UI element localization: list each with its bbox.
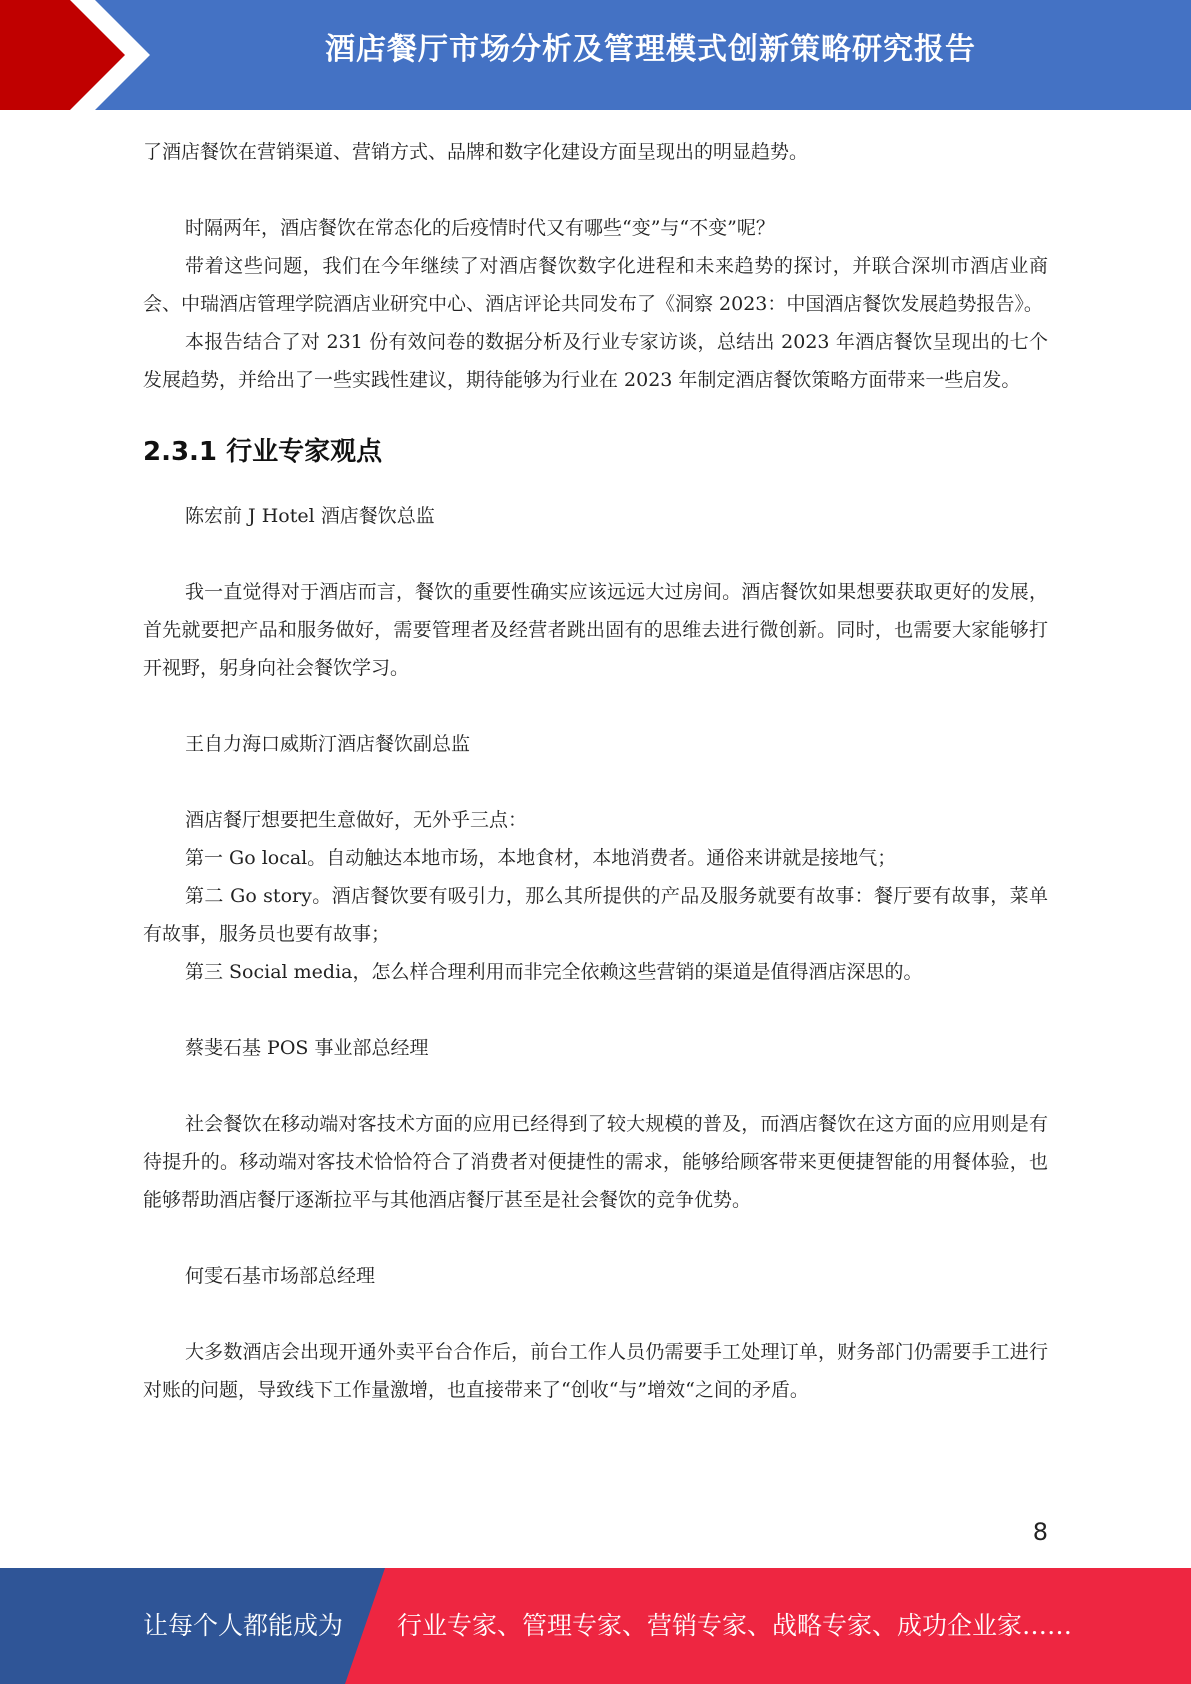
paragraph: 带着这些问题，我们在今年继续了对酒店餐饮数字化进程和未来趋势的探讨，并联合深圳市酒店业商会、中瑞酒店管理学院酒店业研究中心、酒店评论共同发布了《洞察 2023：中国酒店餐饮发展趋势报告》。 bbox=[143, 255, 1048, 315]
expert-quote: 酒店餐厅想要把生意做好，无外乎三点： bbox=[185, 809, 528, 831]
spacer bbox=[143, 171, 1048, 209]
spacer bbox=[143, 1067, 1048, 1105]
paragraph: 时隔两年，酒店餐饮在常态化的后疫情时代又有哪些“变”与“不变”呢？ bbox=[185, 217, 775, 239]
footer-slogan-left: 让每个人都能成为 bbox=[143, 1611, 344, 1640]
expert-quote-point: 第一 Go local。自动触达本地市场，本地食材，本地消费者。通俗来讲就是接地气； bbox=[185, 847, 897, 869]
expert-quote: 大多数酒店会出现开通外卖平台合作后，前台工作人员仍需要手工处理订单，财务部门仍需要手工进行对账的问题，导致线下工作量激增，也直接带来了“创收“与”增效“之间的矛盾。 bbox=[143, 1341, 1048, 1401]
spacer bbox=[143, 991, 1048, 1029]
header-chevron-decoration bbox=[0, 0, 160, 110]
spacer bbox=[143, 1295, 1048, 1333]
expert-name: 何雯石基市场部总经理 bbox=[185, 1265, 376, 1287]
page-number: 8 bbox=[1032, 1518, 1048, 1546]
spacer bbox=[143, 535, 1048, 573]
footer-slogan-right: 行业专家、管理专家、营销专家、战略专家、成功企业家…… bbox=[397, 1611, 1073, 1640]
paragraph: 了酒店餐饮在营销渠道、营销方式、品牌和数字化建设方面呈现出的明显趋势。 bbox=[143, 141, 809, 163]
footer-banner bbox=[0, 1568, 1191, 1684]
document-title: 酒店餐厅市场分析及管理模式创新策略研究报告 bbox=[325, 32, 976, 67]
spacer bbox=[143, 763, 1048, 801]
section-heading: 2.3.1 行业专家观点 bbox=[143, 437, 383, 467]
expert-quote: 社会餐饮在移动端对客技术方面的应用已经得到了较大规模的普及，而酒店餐饮在这方面的应用则是有待提升的。移动端对客技术恰恰符合了消费者对便捷性的需求，能够给顾客带来更便捷智能的用餐体验，也能够帮助酒店餐厅逐渐拉平与其他酒店餐厅甚至是社会餐饮的竞争优势。 bbox=[143, 1113, 1048, 1211]
expert-quote-point: 第二 Go story。酒店餐饮要有吸引力，那么其所提供的产品及服务就要有故事：餐厅要有故事，菜单有故事，服务员也要有故事； bbox=[143, 885, 1048, 945]
spacer bbox=[143, 1219, 1048, 1257]
expert-name: 王自力海口威斯汀酒店餐饮副总监 bbox=[185, 733, 471, 755]
expert-name: 陈宏前 J Hotel 酒店餐饮总监 bbox=[185, 505, 435, 527]
expert-quote-point: 第三 Social media，怎么样合理利用而非完全依赖这些营销的渠道是值得酒店深思的。 bbox=[185, 961, 923, 983]
spacer bbox=[143, 687, 1048, 725]
expert-name: 蔡斐石基 POS 事业部总经理 bbox=[185, 1037, 429, 1059]
paragraph: 本报告结合了对 231 份有效问卷的数据分析及行业专家访谈，总结出 2023 年酒店餐饮呈现出的七个发展趋势，并给出了一些实践性建议，期待能够为行业在 2023 年制定酒店餐饮策略方面带来一些启发。 bbox=[143, 331, 1048, 391]
expert-quote: 我一直觉得对于酒店而言，餐饮的重要性确实应该远远大过房间。酒店餐饮如果想要获取更好的发展，首先就要把产品和服务做好，需要管理者及经营者跳出固有的思维去进行微创新。同时，也需要大家能够打开视野，躬身向社会餐饮学习。 bbox=[143, 581, 1048, 679]
document-body bbox=[143, 133, 1048, 1409]
header-banner bbox=[0, 0, 1191, 110]
